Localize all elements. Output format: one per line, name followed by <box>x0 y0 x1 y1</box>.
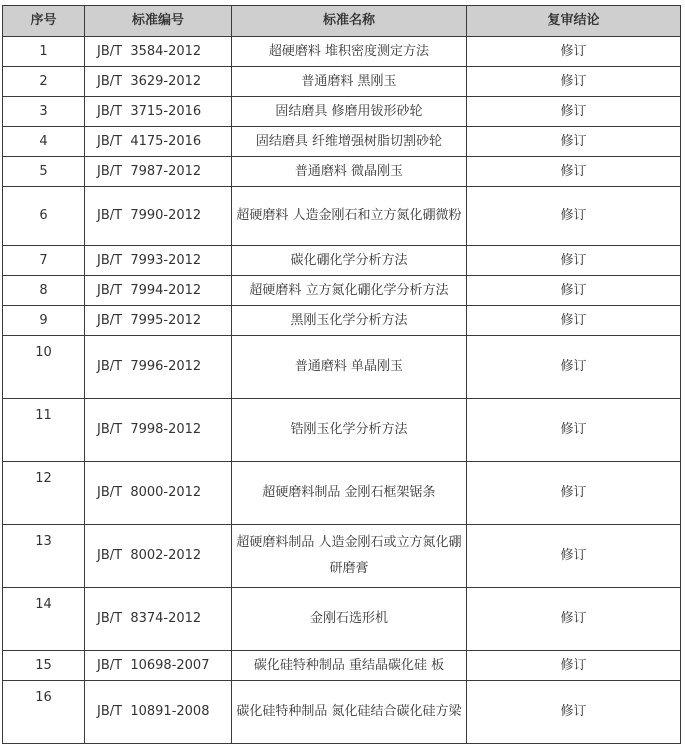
review-conclusion-cell: 修订 <box>467 127 681 157</box>
review-conclusion-cell: 修订 <box>467 399 681 462</box>
standard-name-cell: 黑刚玉化学分析方法 <box>232 306 467 336</box>
table-row <box>3 651 681 681</box>
standard-code-cell: JB/T 8002-2012 <box>85 525 232 588</box>
standard-code-cell: JB/T 7994-2012 <box>85 276 232 306</box>
serial-no-cell: 1 <box>3 37 85 67</box>
review-conclusion-cell: 修订 <box>467 681 681 744</box>
standard-name-cell: 锆刚玉化学分析方法 <box>232 399 467 462</box>
standard-name-cell: 普通磨料 黑刚玉 <box>232 67 467 97</box>
table-header-row <box>3 6 681 37</box>
table-row <box>3 306 681 336</box>
serial-no-cell: 10 <box>3 336 85 399</box>
review-conclusion-cell: 修订 <box>467 588 681 651</box>
standard-code-cell: JB/T 3584-2012 <box>85 37 232 67</box>
standard-code-cell: JB/T 7998-2012 <box>85 399 232 462</box>
review-conclusion-cell: 修订 <box>467 67 681 97</box>
review-conclusion-cell: 修订 <box>467 525 681 588</box>
table-row <box>3 336 681 399</box>
serial-no-cell: 14 <box>3 588 85 651</box>
standards-review-table <box>2 5 681 744</box>
review-conclusion-cell: 修订 <box>467 157 681 187</box>
serial-no-cell: 8 <box>3 276 85 306</box>
header-standard-code: 标准编号 <box>85 6 232 37</box>
standard-code-cell: JB/T 7987-2012 <box>85 157 232 187</box>
table-row <box>3 462 681 525</box>
standard-name-cell: 固结磨具 纤维增强树脂切割砂轮 <box>232 127 467 157</box>
standard-code-cell: JB/T 8374-2012 <box>85 588 232 651</box>
standard-name-cell: 超硬磨料制品 金刚石框架锯条 <box>232 462 467 525</box>
standard-name-cell: 超硬磨料 堆积密度测定方法 <box>232 37 467 67</box>
table-row <box>3 588 681 651</box>
standard-code-cell: JB/T 4175-2016 <box>85 127 232 157</box>
standard-name-cell: 碳化硅特种制品 重结晶碳化硅 板 <box>232 651 467 681</box>
standard-name-cell: 超硬磨料 立方氮化硼化学分析方法 <box>232 276 467 306</box>
review-conclusion-cell: 修订 <box>467 462 681 525</box>
serial-no-cell: 4 <box>3 127 85 157</box>
table-row <box>3 187 681 246</box>
review-conclusion-cell: 修订 <box>467 651 681 681</box>
review-conclusion-cell: 修订 <box>467 37 681 67</box>
standard-name-cell: 普通磨料 单晶刚玉 <box>232 336 467 399</box>
standard-name-cell: 超硬磨料 人造金刚石和立方氮化硼微粉 <box>232 187 467 246</box>
standard-code-cell: JB/T 10891-2008 <box>85 681 232 744</box>
standard-name-cell: 普通磨料 微晶刚玉 <box>232 157 467 187</box>
standard-name-cell: 碳化硼化学分析方法 <box>232 246 467 276</box>
serial-no-cell: 15 <box>3 651 85 681</box>
review-conclusion-cell: 修订 <box>467 187 681 246</box>
standard-code-cell: JB/T 8000-2012 <box>85 462 232 525</box>
serial-no-cell: 7 <box>3 246 85 276</box>
serial-no-cell: 11 <box>3 399 85 462</box>
review-conclusion-cell: 修订 <box>467 336 681 399</box>
serial-no-cell: 3 <box>3 97 85 127</box>
serial-no-cell: 9 <box>3 306 85 336</box>
serial-no-cell: 16 <box>3 681 85 744</box>
serial-no-cell: 12 <box>3 462 85 525</box>
review-conclusion-cell: 修订 <box>467 246 681 276</box>
standard-code-cell: JB/T 7993-2012 <box>85 246 232 276</box>
standard-code-cell: JB/T 3629-2012 <box>85 67 232 97</box>
review-conclusion-cell: 修订 <box>467 306 681 336</box>
table-row <box>3 399 681 462</box>
header-serial-no: 序号 <box>3 6 85 37</box>
table-row <box>3 127 681 157</box>
standard-code-cell: JB/T 3715-2016 <box>85 97 232 127</box>
table-row <box>3 37 681 67</box>
header-review-conclusion: 复审结论 <box>467 6 681 37</box>
table-row <box>3 157 681 187</box>
standard-code-cell: JB/T 10698-2007 <box>85 651 232 681</box>
table-row <box>3 681 681 744</box>
serial-no-cell: 2 <box>3 67 85 97</box>
review-conclusion-cell: 修订 <box>467 97 681 127</box>
standard-code-cell: JB/T 7996-2012 <box>85 336 232 399</box>
table-row <box>3 67 681 97</box>
standard-code-cell: JB/T 7995-2012 <box>85 306 232 336</box>
serial-no-cell: 5 <box>3 157 85 187</box>
standard-name-cell: 碳化硅特种制品 氮化硅结合碳化硅方梁 <box>232 681 467 744</box>
standard-name-cell: 超硬磨料制品 人造金刚石或立方氮化硼研磨膏 <box>232 525 467 588</box>
table-row <box>3 246 681 276</box>
standard-code-cell: JB/T 7990-2012 <box>85 187 232 246</box>
table-row <box>3 525 681 588</box>
standard-name-cell: 金刚石选形机 <box>232 588 467 651</box>
review-conclusion-cell: 修订 <box>467 276 681 306</box>
standard-name-cell: 固结磨具 修磨用钹形砂轮 <box>232 97 467 127</box>
serial-no-cell: 6 <box>3 187 85 246</box>
serial-no-cell: 13 <box>3 525 85 588</box>
header-standard-name: 标准名称 <box>232 6 467 37</box>
table-row <box>3 97 681 127</box>
table-row <box>3 276 681 306</box>
